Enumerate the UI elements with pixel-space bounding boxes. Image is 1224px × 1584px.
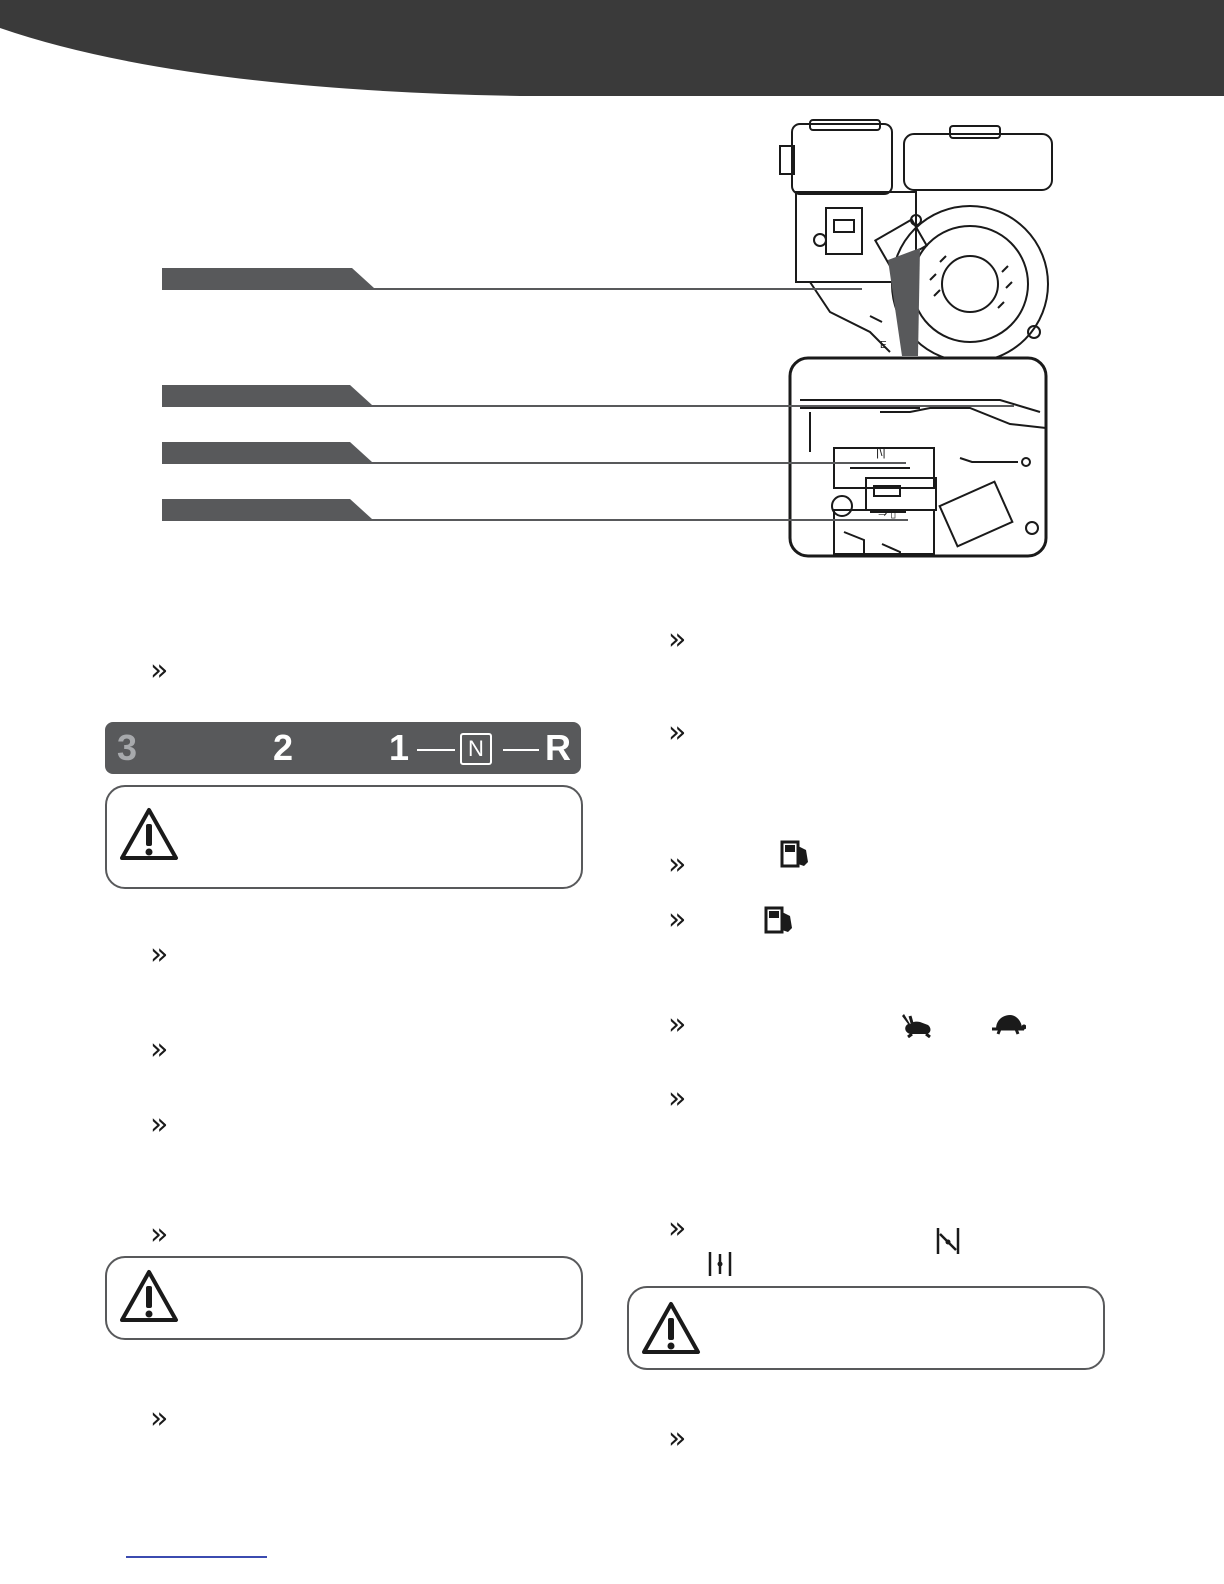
callout-1 bbox=[162, 268, 862, 292]
bullet-icon: » bbox=[150, 653, 169, 688]
warning-triangle-icon bbox=[118, 1268, 180, 1324]
gear-2: 2 bbox=[273, 727, 294, 768]
callout-4 bbox=[162, 499, 908, 523]
choke-closed-icon bbox=[934, 1226, 962, 1256]
gear-reverse: R bbox=[545, 727, 571, 768]
warning-triangle-icon bbox=[118, 806, 180, 862]
bullet-icon: » bbox=[668, 1421, 687, 1456]
bullet-icon: » bbox=[668, 902, 687, 937]
bullet-icon: » bbox=[668, 1007, 687, 1042]
gear-indicator-bar bbox=[105, 722, 581, 774]
gear-neutral: N bbox=[460, 733, 492, 765]
bullet-icon: » bbox=[150, 1107, 169, 1142]
callout-2 bbox=[162, 385, 1014, 409]
gear-link-line bbox=[503, 749, 539, 751]
bullet-icon: » bbox=[150, 1217, 169, 1252]
gear-link-line bbox=[417, 749, 455, 751]
header-band bbox=[0, 0, 1224, 100]
gear-3: 3 bbox=[117, 727, 138, 768]
bullet-icon: » bbox=[150, 1032, 169, 1067]
bullet-icon: » bbox=[150, 1401, 169, 1436]
engine-illustration bbox=[770, 112, 1060, 562]
gear-1: 1 bbox=[389, 727, 410, 768]
choke-open-icon bbox=[706, 1250, 734, 1278]
bullet-icon: » bbox=[668, 1211, 687, 1246]
svg-text:⇒ ▯: ⇒ ▯ bbox=[878, 508, 897, 520]
bullet-icon: » bbox=[150, 937, 169, 972]
bullet-icon: » bbox=[668, 1081, 687, 1116]
fuel-pump-icon bbox=[764, 906, 798, 934]
bullet-icon: » bbox=[668, 622, 687, 657]
svg-text:|\|: |\| bbox=[876, 445, 886, 459]
bullet-icon: » bbox=[668, 847, 687, 882]
turtle-icon bbox=[990, 1013, 1026, 1035]
rabbit-icon bbox=[898, 1012, 934, 1038]
warning-triangle-icon bbox=[640, 1300, 702, 1356]
fuel-pump-icon bbox=[780, 840, 814, 868]
footer-link-underline[interactable] bbox=[126, 1556, 267, 1558]
bullet-icon: » bbox=[668, 715, 687, 750]
callout-3 bbox=[162, 442, 906, 466]
svg-text:E: E bbox=[880, 340, 887, 351]
